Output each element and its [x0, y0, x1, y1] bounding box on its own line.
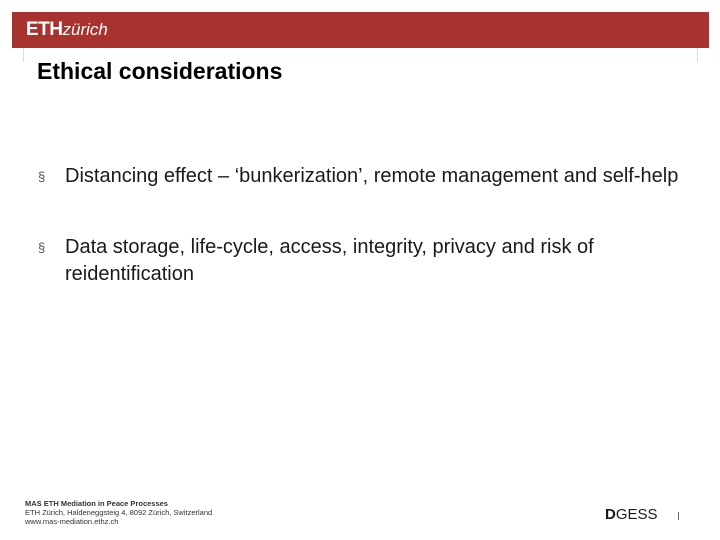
dgess-rest: GESS	[615, 506, 658, 523]
dgess-logo	[605, 506, 658, 524]
footer-program: MAS ETH Mediation in Peace Processes	[25, 499, 168, 508]
header-bar	[12, 12, 709, 48]
bullet-marker-icon: §	[38, 169, 46, 184]
logo-zurich-text: zürich	[62, 20, 108, 39]
bullet-text: Distancing effect – ‘bunkerization’, remote management and self-help	[65, 165, 679, 187]
dgess-d: D	[605, 506, 616, 523]
logo-eth-text: ETH	[26, 19, 63, 40]
eth-zurich-logo	[26, 18, 108, 42]
slide-title: Ethical considerations	[37, 58, 283, 84]
footer-address-line: ETH Zürich, Haldeneggsteig 4, 8092 Zürich, Switzerland	[25, 508, 213, 517]
page-separator	[678, 512, 679, 520]
bullet-item	[37, 163, 687, 190]
bullet-list	[37, 163, 687, 332]
footer-address	[25, 499, 212, 526]
footer-website: www.mas-mediation.ethz.ch	[25, 517, 119, 526]
bullet-text: Data storage, life-cycle, access, integrity, privacy and risk of reidentification	[65, 236, 594, 285]
bullet-marker-icon: §	[38, 240, 46, 255]
bullet-item	[37, 234, 687, 288]
